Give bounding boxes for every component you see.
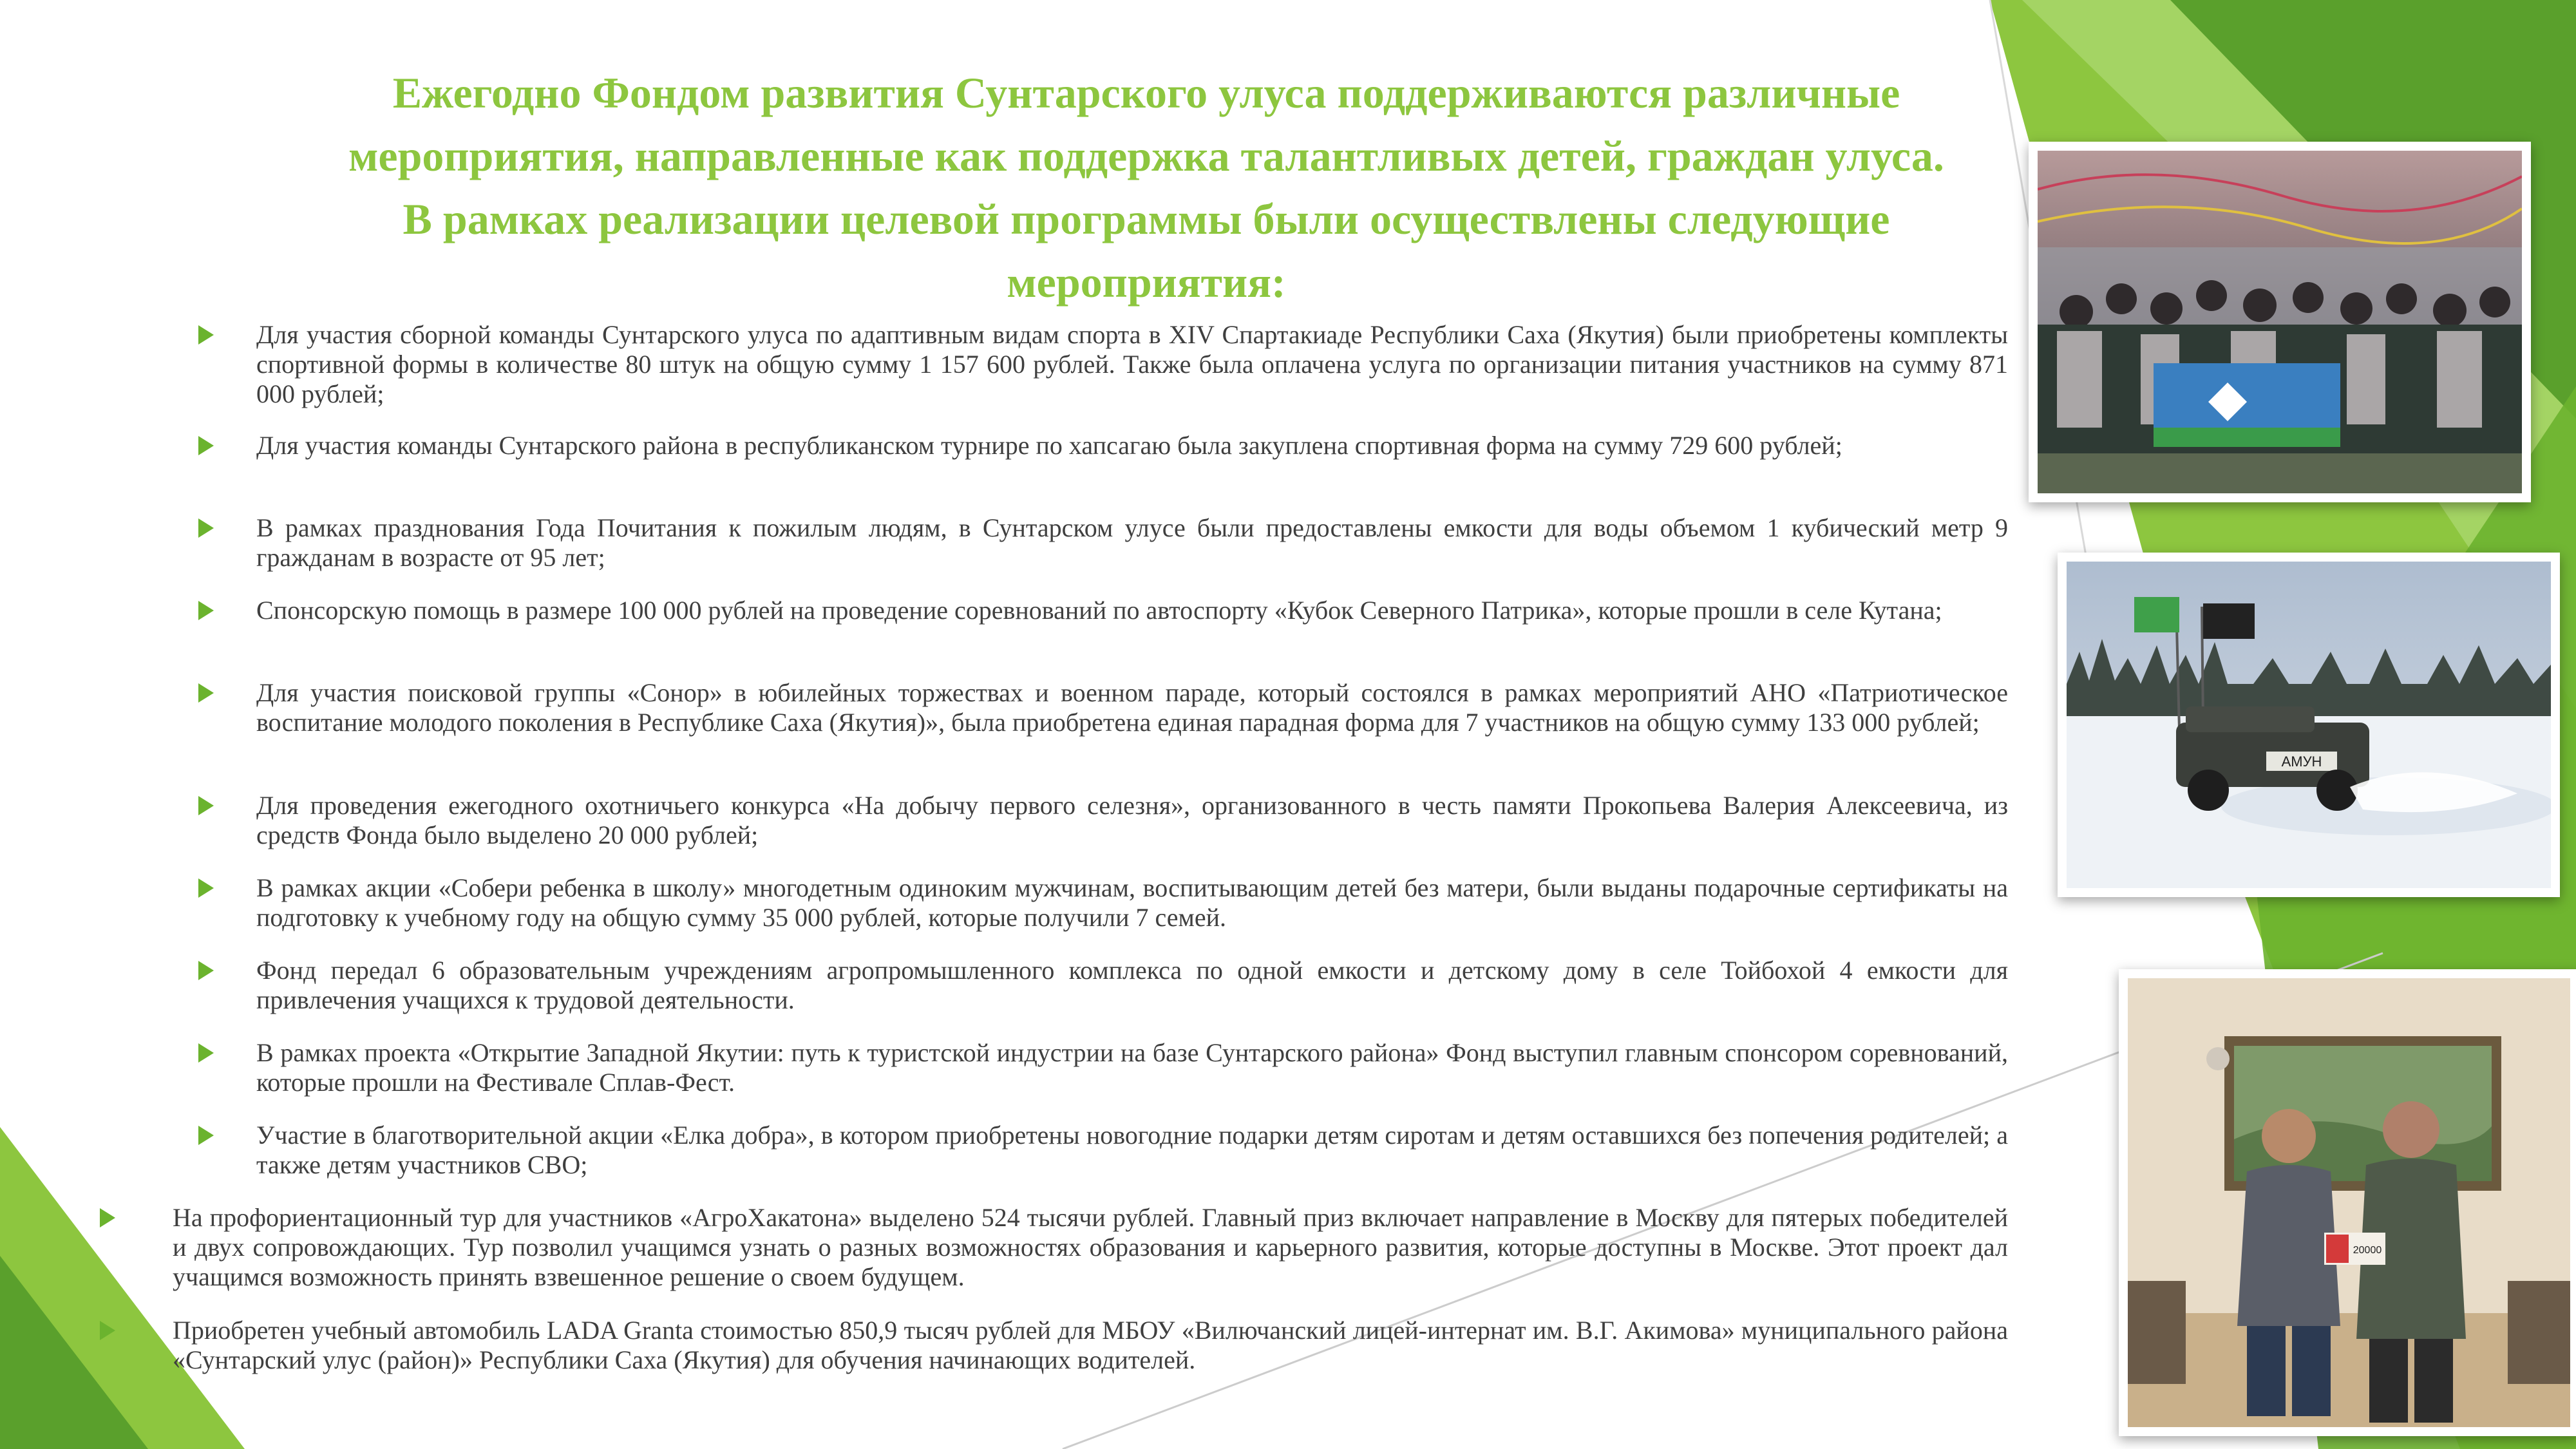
triangle-bullet-icon (198, 683, 214, 703)
list-item: Участие в благотворительной акции «Елка добра», в котором приобретены новогодние подарки детям сиротам и детям оставшихся без попечения родителей; а также детям участников СВО; (256, 1121, 2008, 1179)
triangle-bullet-icon (198, 436, 214, 455)
list-item: Для участия поисковой группы «Сонор» в юбилейных торжествах и военном параде, который состоялся в рамках мероприятий АНО «Патриотическое воспитание молодого поколения в Республике Саха (Якутия)», была приобретена единая парадная форма для 7 участников на общую сумму 133 000 рублей; (256, 678, 2008, 737)
triangle-bullet-icon (198, 961, 214, 980)
list-item: Приобретен учебный автомобиль LADA Granta стоимостью 850,9 тысяч рублей для МБОУ «Вилючанский лицей-интернат им. В.Г. Акимова» муниципального района «Сунтарский улус (район)» Республики Саха (Якутия) для обучения начинающих водителей. (173, 1316, 2008, 1374)
title-line-2: мероприятия, направленные как поддержка талантливых детей, граждан улуса. (348, 131, 1944, 180)
list-item: На профориентационный тур для участников «АгроХакатона» выделено 524 тысячи рублей. Главный приз включает направление в Москву для пятерых победителей и двух сопровождающих. Тур позволил учащимся узнать о разных возможностях образования и карьерного развития, которые доступны в Москве. Этот проект дал учащимся возможность принять взвешенное решение о своем будущем. (173, 1203, 2008, 1291)
triangle-bullet-icon (198, 878, 214, 898)
award-photo (2119, 969, 2576, 1436)
triangle-bullet-icon (198, 601, 214, 620)
triangle-bullet-icon (100, 1208, 115, 1227)
triangle-bullet-icon (198, 325, 214, 345)
certificate-text: 20000 (2353, 1245, 2382, 1256)
list-item: В рамках празднования Года Почитания к пожилым людям, в Сунтарском улусе были предоставлены емкости для воды объемом 1 кубический метр 9 гражданам в возрасте от 95 лет; (256, 513, 2008, 572)
list-item: Спонсорскую помощь в размере 100 000 рублей на проведение соревнований по автоспорту «Кубок Северного Патрика», которые прошли в селе Кутана; (256, 596, 1942, 625)
list-item: В рамках акции «Собери ребенка в школу» многодетным одиноким мужчинам, воспитывающим детей без матери, были выданы подарочные сертификаты на подготовку к учебному году на общую сумму 35 000 рублей, которые получили 7 семей. (256, 873, 2008, 932)
triangle-bullet-icon (198, 796, 214, 815)
list-item: Для участия сборной команды Сунтарского улуса по адаптивным видам спорта в XIV Спартакиаде Республики Саха (Якутия) были приобретены комплекты спортивной формы в количестве 80 штук на общую сумму 1 157 600 рублей. Также была оплачена услуга по организации питания участников на сумму 871 000 рублей; (256, 320, 2008, 408)
slide-title (148, 61, 2145, 314)
car-photo (2058, 553, 2560, 897)
title-line-1: Ежегодно Фондом развития Сунтарского улуса поддерживаются различные (392, 68, 1900, 117)
triangle-bullet-icon (198, 518, 214, 538)
list-item: Для участия команды Сунтарского района в республиканском турнире по хапсагаю была закуплена спортивная форма на сумму 729 600 рублей; (256, 431, 1842, 460)
list-item: В рамках проекта «Открытие Западной Якутии: путь к туристской индустрии на базе Сунтарского района» Фонд выступил главным спонсором соревнований, которые прошли на Фестивале Сплав-Фест. (256, 1038, 2008, 1097)
car-plate-text: АМУН (2281, 753, 2322, 770)
triangle-bullet-icon (100, 1321, 115, 1340)
group-photo (2029, 142, 2531, 502)
triangle-bullet-icon (198, 1043, 214, 1063)
list-item: Для проведения ежегодного охотничьего конкурса «На добычу первого селезня», организованного в честь памяти Прокопьева Валерия Алексеевича, из средств Фонда было выделено 20 000 рублей; (256, 791, 2008, 849)
list-item: Фонд передал 6 образовательным учреждениям агропромышленного комплекса по одной емкости и детскому дому в селе Тойбохой 4 емкости для привлечения учащихся к трудовой деятельности. (256, 956, 2008, 1014)
title-line-4: мероприятия: (1007, 258, 1286, 307)
triangle-bullet-icon (198, 1126, 214, 1145)
title-line-3: В рамках реализации целевой программы были осуществлены следующие (402, 194, 1890, 243)
